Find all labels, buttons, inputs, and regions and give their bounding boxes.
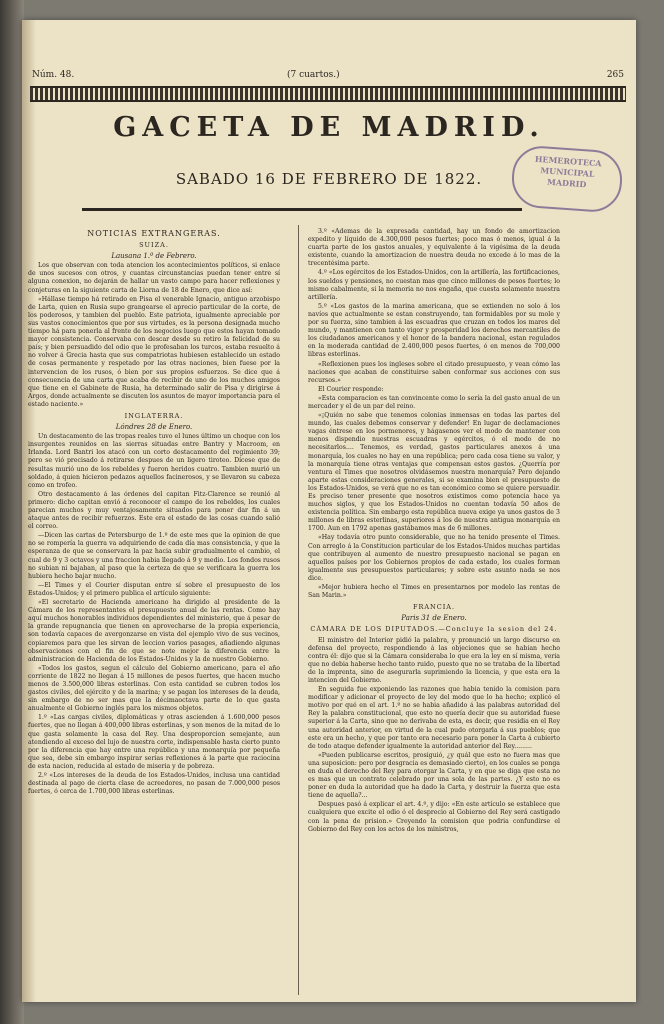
- stamp-line-1: HEMEROTECA: [534, 153, 602, 169]
- paragraph: «Pueden publicarse escritos, prosiguió, ¿y quál que esto no fuera mas que una suposicion: pero por desgracia es demasiado cierto), en los cuales se ponga en duda el derecho del Rey para otorgar la Carta, y en que se diga que esta no es mas que un contrato celebrado por una sola de las partes. ¿Y esto no es poner en duda la autoridad que ha dado la Carta, y destruir la fuerza que esta tiene de aquella?...: [308, 751, 560, 800]
- ornamental-border: [30, 86, 626, 102]
- masthead-title: GACETA DE MADRID.: [113, 112, 545, 143]
- paragraph: 1.º «Las cargas civiles, diplomáticas y otras ascienden á 1.600,000 pesos fuertes, que no llegan á 400,000 libras esterlinas, y son menos de la mitad de lo que gasta solamente la casa del Rey. Una desproporcion semejante, aun atendiendo al exceso del lujo de nuestra corte, indispensable hasta cierto punto por la diferencia que hay entre una república y una monarquía por pequeña que sea, debe sin embargo inspirar serias reflexiones á la parte que raciocina de esta nacion, reducida al estado de miseria y de pobreza.: [28, 714, 280, 770]
- stamp-line-3: MADRID: [546, 176, 587, 190]
- stamp-line-2: MUNICIPAL: [540, 165, 595, 179]
- paragraph: «Hállase tiempo há retirado en Pisa el venerable Ignacio, antiguo arzobispo de Larta, quien en Rusia supo grangearse el aprecio particular de la corte, de los poderosos, y tambien del pueblo. Este patriota, igualmente apreciable por sus vastos conocimientos que por sus virtudes, es la persona designada mucho tiempo há para ponerla al frente de los negocios luego que estos hayan tomado mayor consistencia. Conservaba con descar desde su retiro la felicidad de su país; y bien persuadido del odio que le profesaban los turcos, estaba resuelto á no volver á Grecia hasta que sus compatriotas hubiesen establecido un estado de cosas permanente y respetado por las otras naciones, bien fuese por la intervencion de los rusos, ó bien por sus propios esfuerzos. Se dice que á consecuencia de una carta que acaba de recibir de uno de los muchos amigos que tiene en el Gabinete de Rusia, ha determinado salir de Pisa y dirigirse á Argos, donde actualmente se discuten los asuntos de mayor importancia para el estado naciente.»: [28, 295, 280, 408]
- paragraph: «El secretario de Hacienda americano ha dirigido al presidente de la Cámara de los representantes el presupuesto anual de las rentas. Como hay aquí muchos honorables individuos dependientes del ministerio, que á pesar de la grande repugnancia que tienen en aprovecharse de la propia experiencia, son todavía capaces de avergonzarse en vista del ejemplo vivo de sus vecinos, copiaremos para que les sirvan de leccion varios pasages, añadiendo algunas observaciones con el fin de que se note mejor la diferencia entre la administracion de Hacienda de los Estados-Unidos y la de nuestro Gobierno.: [28, 599, 280, 663]
- header-rule: [82, 208, 522, 211]
- issue-date: SABADO 16 DE FEBRERO DE 1822.: [175, 170, 483, 188]
- paragraph: —El Times y el Courier disputan entre sí sobre el presupuesto de los Estados-Unidos; y el primero publica el artículo siguiente:: [28, 581, 280, 597]
- paragraph: 5.º «Los gastos de la marina americana, que se extienden no solo á los navíos que actualmente se estan construyendo, tan formidables por su mole y por su fuerza, sino tambien á las escuadras que cruzan en todos los mares del mundo, y mantienen con tanto vigor y prosperidad los derechos mercantiles de los ciudadanos americanos y el honor de la bandera nacional, estan regulados en la moderada cantidad de 2.400,000 pesos fuertes, ó en menos de 700,000 libras esterlinas.: [308, 302, 560, 359]
- page-number: 265: [606, 70, 624, 80]
- paragraph: 2.º «Los intereses de la deuda de los Estados-Unidos, inclusa una cantidad destinada al pago de cierta clase de acreedores, no pasan de 7.000,000 pesos fuertes, ó cerca de 1.700,000 libras esterlinas.: [28, 772, 280, 796]
- dateline-lausana: Lausana 1.º de Febrero.: [111, 252, 197, 261]
- paragraph: Un destacamento de las tropas reales tuvo el lunes último un choque con los insurgentes reunidos en las sierras situadas entre Bantry y Macroom, en Irlanda. Lord Bantri los atacó con un corto destacamento del regimiento 39; pero se vió precisado á retirarse despues de un ligero tiroteo. Dícese que de resultas murió uno de los rebeldes y fueron heridos cuatro. Tambien murió un soldado, á quien hicieron pedazos aquellos facinerosos, y se llevaron su cabeza como en trofeo.: [28, 433, 280, 489]
- country-heading-francia: FRANCIA.: [412, 603, 456, 612]
- column-left: [28, 228, 280, 797]
- paragraph: En seguida fue exponiendo las razones que habia tenido la comision para modificar y adicionar el proyecto de ley del modo que lo ha hecho; explicó el motivo por qué en el art. 1.º no se habia añadido á las palabras autoridad del Rey la palabra constitucional, que esto no quería decir que su autoridad fuese superior á la Carta, sino que no derivaba de esta, es decir, que residia en el Rey una autoridad anterior, en virtud de la cual pudo otorgarla á sus pueblos; que este era un hecho, y que por tanto era necesario para poner la Carta á cubierto de todo ataque defender igualmente la autoridad anterior del Rey.........: [308, 686, 560, 750]
- paragraph: «Reflexionen pues los ingleses sobre el citado presupuesto, y vean cómo las naciones que acaban de constituirse saben conformar sus acciones con sus recursos.»: [308, 360, 560, 384]
- session-heading: CÁMARA DE LOS DIPUTADOS.—Concluye la sesion del 24.: [310, 625, 558, 634]
- paragraph: El ministro del Interior pidió la palabra, y pronunció un largo discurso en defensa del proyecto, respondiendo á las objeciones que se habian hecho contra él: dijo que si la Cámara consideraba lo que era la ley en sí misma, veria que no debia haberse hecho tanto ruido, puesto que no se trataba de la libertad de la imprenta, sino de asegurarla suprimiendo la licencia, y que esta era la intencion del Gobierno.: [308, 636, 560, 684]
- issue-price: (7 cuartos.): [287, 70, 340, 80]
- paragraph: 3.º «Ademas de la expresada cantidad, hay un fondo de amortizacion expedito y líquido de 4.300,000 pesos fuertes; poco mas ó menos, igual á la cuarta parte de los gastos anuales, y equivalente á la vigésima de la deuda existente, cuando la amortizacion de nuestra deuda no excede á lo mas de la trecentésima parte.: [308, 228, 560, 268]
- paragraph: «¡Quién no sabe que tenemos colonias inmensas en todas las partes del mundo, las cuales debemos conservar y defender! En lugar de declamaciones vagas éntrese en los pormenores, y hágasenos ver el modo de mantener con menos dispendio nuestras escuadras y egércitos, ó el modo de no necesitarlos.... Tenemos, es verdad, gastos particulares anexos á una monarquía, los cuales no hay en una república; pero cada cosa tiene su valor, y la monarquía tiene otras ventajas que compensan estos gastos. ¿Querría por ventura el Times que nosotros olvidásemos nuestra monarquía? Pero dejando aparte estas consideraciones generales, si se examina bien el presupuesto de los Estados-Unidos, se verá que no es tan económico como se quiere persuadir. Es preciso tener presente que nosotros existimos como potencia hace ya muchos siglos, y que los Estados-Unidos no cuentan todavía 50 años de existencia política. Sin embargo esta república nueva exige ya unos gastos de 3 millones de libras esterlinas, superiores á los de nuestra antigua monarquía en 1700. Aun en 1792 apenas gastábamos mas de 6 millones.: [308, 412, 560, 533]
- paragraph: Despues pasó á explicar el art. 4.º, y dijo: «En este artículo se establece que cualquiera que excite el odio ó el desprecio al Gobierno del Rey será castigado con la pena de prision.» Creyendo la comision que podria confundirse el Gobierno del Rey con los actos de los ministros,: [308, 801, 560, 833]
- paragraph: «Mejor hubiera hecho el Times en presentarnos por modelo las rentas de San Marin.»: [308, 584, 560, 600]
- paragraph: El Courier responde:: [318, 385, 384, 393]
- library-stamp: [510, 144, 624, 214]
- paragraph: 4.º «Los egércitos de los Estados-Unidos, con la artillería, las fortificaciones, los sueldos y pensiones, no cuestan mas que cinco millones de pesos fuertes; lo mismo cabalmente, si la memoria no nos engaña, que cuesta solamente nuestra artillería.: [308, 269, 560, 301]
- country-heading-inglaterra: INGLATERRA.: [124, 411, 184, 420]
- paragraph: «Esta comparacion es tan convincente como lo sería la del gasto anual de un mercader y el de un par del reino.: [308, 394, 560, 410]
- dateline-londres: Lóndres 28 de Enero.: [115, 423, 193, 432]
- column-divider: [298, 225, 299, 995]
- section-heading: NOTICIAS EXTRANGERAS.: [87, 229, 221, 238]
- country-heading-suiza: SUIZA.: [139, 241, 169, 250]
- paragraph: Otro destacamento á las órdenes del capitan Fitz-Clarence se reunió al primero: dicho capitan envió á reconocer el campo de los rebeldes, los cuales parecian muchos y muy ventajosamente situados para poner dar fin á un ataque antes de recibir refuerzos. Este era el estado de las cosas cuando salió el correo.: [28, 490, 280, 531]
- paragraph: —Dicen las cartas de Petersburgo de 1.º de este mes que la opinion de que no se rompería la guerra va adquiriendo de cada día mas consistencia, y que la esperanza de que se conservara la paz hacia subir gradualmente el cambio, el cual de 9 y 3 octavos y una fraccion habia llegado á 9 y medio. Los fondos rusos no subian ni bajaban, al paso que la certeza de que se verificara la guerra los hubiera hecho bajar mucho.: [28, 532, 280, 580]
- paragraph: Los que observan con toda atencion los acontecimientos políticos, si enlace de unos sucesos con otros, y cuantas circunstancias puedan tener entre sí alguna conexion, no dejarán de hallar un vasto campo para hacer reflexiones y conjeturas en la siguiente carta de Liorna de 18 de Enero, que dice así:: [28, 262, 280, 294]
- paragraph: «Hay todavía otro punto considerable, que no ha tenido presente el Times. Con arreglo á la Constitucion particular de los Estados-Unidos muchas partidas que contribuyen al aumento de nuestro presupuesto nacional se pagan en aquellos países por los Gobiernos propios de cada estado, los cuales forman igualmente sus presupuestos particulares; y sobre este asunto nada se nos dice.: [308, 534, 560, 582]
- paragraph: «Todos los gastos, segun el cálculo del Gobierno americano, para el año corriente de 1822 no llegan á 15 millones de pesos fuertes, que hacen mucho menos de 3.500,000 libras esterlinas. Con esta cantidad se cubren todos los gastos civiles, del ejército y de la marina; y se pagan los intereses de la deuda, sin embargo de no ser mas que la décimaoctava parte de lo que gasta anualmente el Gobierno inglés para los mismos objetos.: [28, 664, 280, 713]
- issue-number: Núm. 48.: [32, 70, 75, 80]
- column-right: [308, 228, 560, 835]
- book-gutter-shadow: [0, 0, 24, 1024]
- newspaper-page: [22, 20, 636, 1002]
- dateline-paris: Paris 31 de Enero.: [401, 614, 467, 623]
